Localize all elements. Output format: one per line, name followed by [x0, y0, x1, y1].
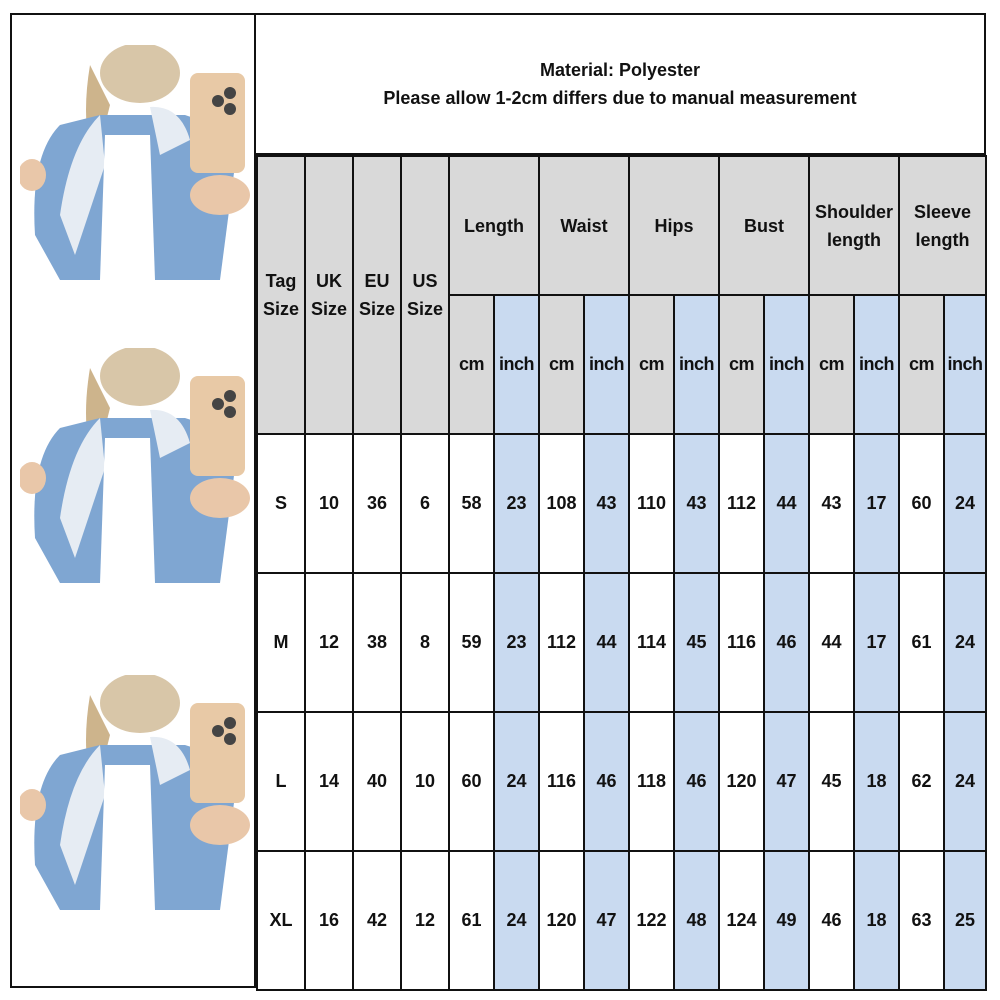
- length-cm-cell: 61: [449, 851, 494, 990]
- size-table: [256, 155, 987, 991]
- product-photo-3: [20, 675, 250, 915]
- length-inch-cell: 24: [494, 712, 539, 851]
- waist-cm-cell: 116: [539, 712, 584, 851]
- sleeve-cm-cell: 62: [899, 712, 944, 851]
- us-size-cell: 8: [401, 573, 449, 712]
- unit-inch-header: inch: [764, 295, 809, 434]
- eu-size-cell: 40: [353, 712, 401, 851]
- eu-size-cell: 38: [353, 573, 401, 712]
- hips-cm-cell: 122: [629, 851, 674, 990]
- us-size-header: US Size: [401, 156, 449, 434]
- bust-cm-cell: 116: [719, 573, 764, 712]
- tag-size-cell: M: [257, 573, 305, 712]
- sleeve-cm-cell: 63: [899, 851, 944, 990]
- shoulder-inch-cell: 18: [854, 712, 899, 851]
- shoulder-inch-cell: 17: [854, 573, 899, 712]
- unit-inch-header: inch: [584, 295, 629, 434]
- chart-header: [256, 15, 984, 155]
- hips-inch-cell: 43: [674, 434, 719, 573]
- bust-inch-cell: 49: [764, 851, 809, 990]
- unit-cm-header: cm: [899, 295, 944, 434]
- uk-size-cell: 12: [305, 573, 353, 712]
- unit-cm-header: cm: [539, 295, 584, 434]
- tag-size-cell: S: [257, 434, 305, 573]
- bust-cm-cell: 124: [719, 851, 764, 990]
- sleeve-inch-cell: 24: [944, 573, 986, 712]
- hips-inch-cell: 45: [674, 573, 719, 712]
- bust-inch-cell: 46: [764, 573, 809, 712]
- material-text: Material: Polyester: [539, 60, 701, 80]
- bust-inch-cell: 47: [764, 712, 809, 851]
- waist-inch-cell: 43: [584, 434, 629, 573]
- uk-size-cell: 14: [305, 712, 353, 851]
- unit-cm-header: cm: [719, 295, 764, 434]
- length-cm-cell: 58: [449, 434, 494, 573]
- shoulder-cm-cell: 45: [809, 712, 854, 851]
- sleeve-length-header: Sleeve length: [899, 156, 986, 295]
- bust-cm-cell: 112: [719, 434, 764, 573]
- hips-cm-cell: 110: [629, 434, 674, 573]
- header-row-groups: [257, 156, 986, 295]
- length-inch-cell: 23: [494, 434, 539, 573]
- shoulder-cm-cell: 43: [809, 434, 854, 573]
- product-photo-2: [20, 348, 250, 588]
- shoulder-cm-cell: 44: [809, 573, 854, 712]
- tag-size-cell: XL: [257, 851, 305, 990]
- us-size-cell: 10: [401, 712, 449, 851]
- shoulder-cm-cell: 46: [809, 851, 854, 990]
- shoulder-inch-cell: 18: [854, 851, 899, 990]
- waist-inch-cell: 44: [584, 573, 629, 712]
- uk-size-cell: 16: [305, 851, 353, 990]
- bust-inch-cell: 44: [764, 434, 809, 573]
- length-cm-cell: 60: [449, 712, 494, 851]
- length-inch-cell: 24: [494, 851, 539, 990]
- product-photo-column: [12, 15, 256, 986]
- bust-cm-cell: 120: [719, 712, 764, 851]
- table-row: [257, 712, 986, 851]
- size-chart-frame: [10, 13, 986, 988]
- bust-header: Bust: [719, 156, 809, 295]
- unit-inch-header: inch: [854, 295, 899, 434]
- tag-size-cell: L: [257, 712, 305, 851]
- size-table-body: [257, 434, 986, 990]
- length-inch-cell: 23: [494, 573, 539, 712]
- jacket-photo-icon: [20, 348, 250, 588]
- waist-cm-cell: 108: [539, 434, 584, 573]
- hips-cm-cell: 118: [629, 712, 674, 851]
- waist-cm-cell: 120: [539, 851, 584, 990]
- sleeve-inch-cell: 25: [944, 851, 986, 990]
- shoulder-inch-cell: 17: [854, 434, 899, 573]
- length-cm-cell: 59: [449, 573, 494, 712]
- us-size-cell: 6: [401, 434, 449, 573]
- unit-cm-header: cm: [629, 295, 674, 434]
- sleeve-inch-cell: 24: [944, 712, 986, 851]
- waist-inch-cell: 47: [584, 851, 629, 990]
- measurement-note: Please allow 1-2cm differs due to manual measurement: [383, 88, 857, 108]
- hips-inch-cell: 46: [674, 712, 719, 851]
- sleeve-cm-cell: 61: [899, 573, 944, 712]
- unit-inch-header: inch: [494, 295, 539, 434]
- eu-size-header: EU Size: [353, 156, 401, 434]
- table-row: [257, 851, 986, 990]
- hips-inch-cell: 48: [674, 851, 719, 990]
- unit-inch-header: inch: [944, 295, 986, 434]
- jacket-photo-icon: [20, 675, 250, 915]
- length-header: Length: [449, 156, 539, 295]
- product-photo-1: [20, 45, 250, 285]
- uk-size-header: UK Size: [305, 156, 353, 434]
- waist-header: Waist: [539, 156, 629, 295]
- hips-cm-cell: 114: [629, 573, 674, 712]
- us-size-cell: 12: [401, 851, 449, 990]
- unit-inch-header: inch: [674, 295, 719, 434]
- unit-cm-header: cm: [809, 295, 854, 434]
- unit-cm-header: cm: [449, 295, 494, 434]
- hips-header: Hips: [629, 156, 719, 295]
- waist-inch-cell: 46: [584, 712, 629, 851]
- uk-size-cell: 10: [305, 434, 353, 573]
- eu-size-cell: 42: [353, 851, 401, 990]
- tag-size-header: Tag Size: [257, 156, 305, 434]
- table-row: [257, 573, 986, 712]
- shoulder-length-header: Shoulder length: [809, 156, 899, 295]
- sleeve-cm-cell: 60: [899, 434, 944, 573]
- waist-cm-cell: 112: [539, 573, 584, 712]
- eu-size-cell: 36: [353, 434, 401, 573]
- sleeve-inch-cell: 24: [944, 434, 986, 573]
- jacket-photo-icon: [20, 45, 250, 285]
- table-row: [257, 434, 986, 573]
